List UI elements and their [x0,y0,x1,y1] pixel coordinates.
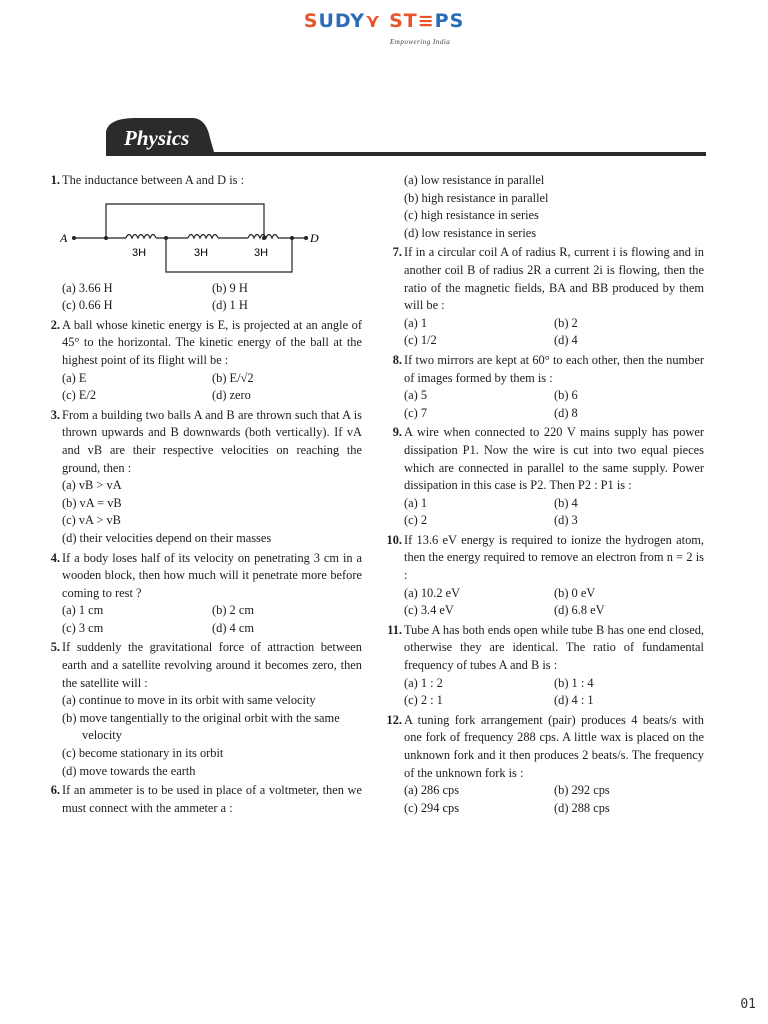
inductor-label: 3H [194,246,209,259]
question-number: 11. [387,622,402,637]
option: (c) high resistance in series [404,208,539,223]
section-banner [106,118,706,158]
page-number: 01 [740,997,756,1012]
option: (c) 2 : 1 [404,693,443,708]
option: (b) 6 [554,388,578,403]
options [402,315,704,350]
option: (b) E/√2 [212,370,254,385]
question-1 [50,172,362,315]
options [402,585,704,620]
brand-tagline: Empowering India [390,38,451,46]
options [402,675,704,710]
question-text: If an ammeter is to be used in place of a voltmeter, then we must connect with the ammeter a : [62,783,362,815]
option: (d) 4 [554,333,578,348]
option: (a) low resistance in parallel [404,173,545,187]
option: (d) 3 [554,513,578,528]
option: (d) 4 : 1 [554,693,594,708]
question-2 [50,317,362,405]
option: (b) 1 : 4 [554,675,594,690]
options [60,477,362,547]
brand-wordmark-part: UDY [318,10,366,32]
question-text: If suddenly the gravitational force of attraction between earth and a satellite revolving around it becomes zero, then the satellite will : [62,640,362,690]
question-11 [387,622,704,710]
brand-wordmark [304,10,465,32]
options [60,280,362,315]
question-text: Tube A has both ends open while tube B has one end closed, otherwise they are identical. The ratio of fundamental frequency of tubes A and B is : [404,622,704,673]
option: (c) 3.4 eV [404,603,454,618]
question-text: If a body loses half of its velocity on penetrating 3 cm in a wooden block, then how much will it penetrate more before coming to rest ? [62,550,362,600]
option: (d) 288 cps [554,800,610,815]
question-10 [386,532,704,620]
question-number: 10. [386,532,402,547]
option: (b) high resistance in parallel [404,190,549,205]
option: (a) 1 : 2 [404,675,443,690]
brand-arrow-icon: ⋎ [365,10,382,32]
brand-logo [0,10,768,32]
brand-wordmark-part: PS [434,10,465,32]
options [402,782,704,817]
option: (a) 1 [404,315,428,330]
node-label-a: A [60,230,68,245]
question-number: 4. [50,550,60,565]
section-title: Physics [124,126,190,150]
option: (d) 1 H [212,298,248,313]
question-number: 7. [392,245,402,260]
option: (c) 7 [404,405,428,420]
question-3 [50,407,362,548]
option: (c) 0.66 H [62,298,113,313]
option: (d) their velocities depend on their masses [62,530,272,545]
option: (c) 3 cm [62,620,104,635]
option: (b) 292 cps [554,783,610,798]
option: (b) 4 [554,495,578,510]
question-text: From a building two balls A and B are thrown such that A is thrown upwards and B downwards (both vertically). If vA and vB are their respective velocities on reaching the ground, then : [62,407,362,475]
option: (d) move towards the earth [62,763,196,778]
left-column [50,172,362,819]
question-number: 5. [50,640,60,655]
brand-wordmark-part: ST [389,10,418,32]
option: (b) vA = vB [62,495,122,510]
options [402,387,704,422]
option: (d) 4 cm [212,620,254,635]
question-number: 8. [392,352,402,367]
inductor-label: 3H [254,246,269,259]
option: (d) 8 [554,405,578,420]
question-text: A wire when connected to 220 V mains supply has power dissipation P1. Now the wire is cut into two equal pieces which are connected in parallel to the same supply. Power dissipation in this case is P2. Then P2 : P1 is : [404,425,704,493]
node-label-d: D [310,230,319,245]
option: (b) 9 H [212,280,248,295]
options [402,172,704,242]
option: (a) 5 [404,388,428,403]
question-7 [392,244,704,350]
options [60,692,362,780]
question-12 [386,712,704,818]
option: (c) 1/2 [404,333,437,348]
question-number: 2. [50,317,60,332]
option: (d) low resistance in series [404,225,537,240]
question-text: A tuning fork arrangement (pair) produces 4 beats/s with one fork of frequency 288 cps. A little wax is placed on the unknown fork and it then produces 2 beats/s. The frequency of the unknown fork is : [404,712,704,780]
option: (a) 1 cm [62,603,104,618]
question-number: 1. [50,173,60,187]
question-number: 9. [392,425,402,440]
option: (a) 286 cps [404,783,460,798]
options [402,495,704,530]
question-9 [392,424,704,530]
option: (b) move tangentially to the original orbit with the same velocity [62,710,340,743]
question-text: If in a circular coil A of radius R, current i is flowing and in another coil B of radius 2R a current 2i is flowing, then the ratio of the magnetic fields, BA and BB produced by them will be : [404,245,704,313]
option: (c) 2 [404,513,428,528]
option: (a) 10.2 eV [404,585,461,600]
question-number: 6. [50,783,60,798]
option: (d) zero [212,388,251,403]
option: (c) vA > vB [62,513,121,528]
brand-stripe-icon: ≡ [417,10,435,32]
option: (a) continue to move in its orbit with same velocity [62,693,316,708]
option: (a) 3.66 H [62,280,113,295]
options [60,602,362,637]
option: (b) 2 cm [212,603,254,618]
question-8 [392,352,704,422]
option: (a) vB > vA [62,478,122,493]
inductor-label: 3H [132,246,147,259]
question-number: 12. [386,712,402,727]
question-text: If 13.6 eV energy is required to ionize the hydrogen atom, then the energy required to remove an electron from n = 2 is : [404,532,704,583]
question-4 [50,550,362,638]
question-text: A ball whose kinetic energy is E, is projected at an angle of 45° to the horizontal. The kinetic energy of the ball at the highest point of its flight will be : [62,317,362,367]
option: (a) E [62,370,87,385]
option: (b) 0 eV [554,585,596,600]
option: (c) 294 cps [404,800,460,815]
question-text: If two mirrors are kept at 60° to each other, then the number of images formed by them is : [404,352,704,385]
option: (c) become stationary in its orbit [62,746,224,761]
option: (c) E/2 [62,388,97,403]
question-5 [50,639,362,780]
question-text: The inductance between A and D is : [62,173,245,187]
option: (b) 2 [554,315,578,330]
question-6 [50,782,362,817]
inductor-circuit-diagram [60,194,320,274]
right-column [386,172,704,819]
option: (d) 6.8 eV [554,603,605,618]
options [60,370,362,405]
option: (a) 1 [404,495,428,510]
question-6-options [392,172,704,242]
brand-wordmark-part: S [303,10,319,32]
question-number: 3. [50,407,60,422]
